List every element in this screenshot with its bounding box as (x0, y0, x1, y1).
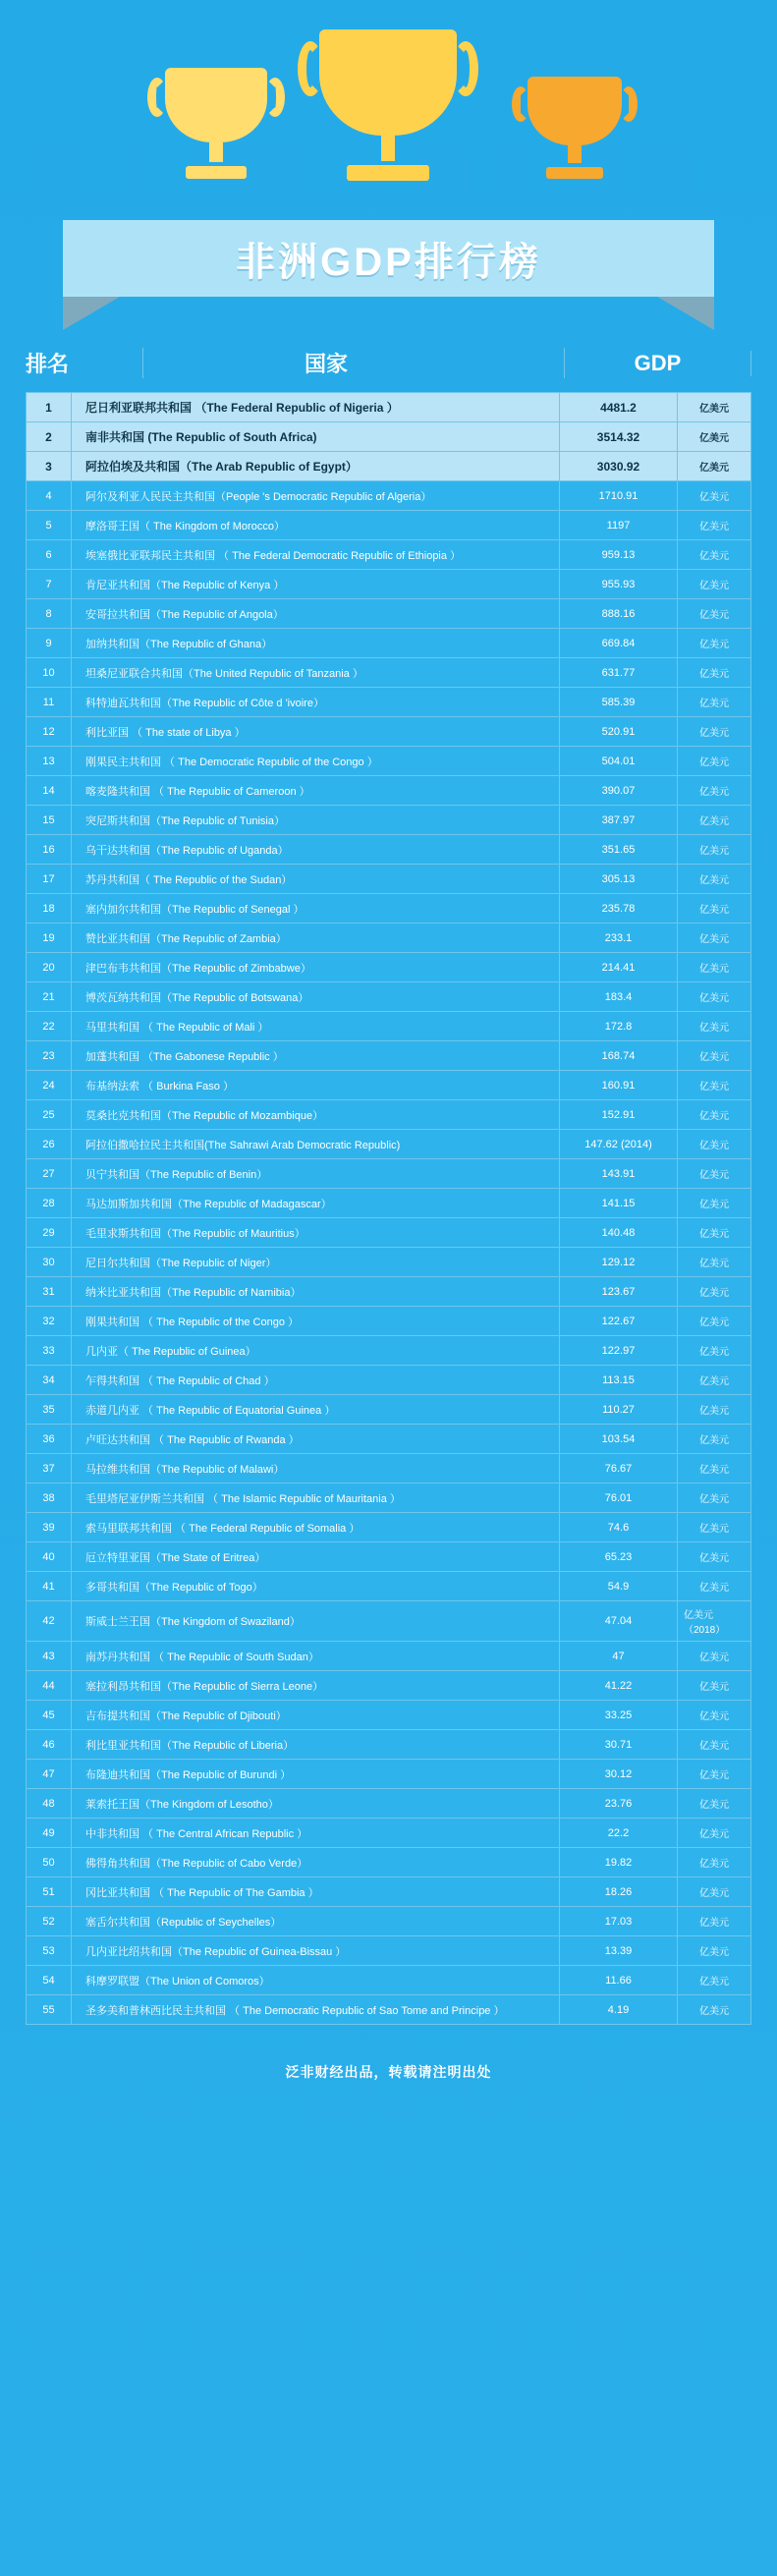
cell-country: 马达加斯加共和国（The Republic of Madagascar） (72, 1189, 560, 1217)
cell-rank: 12 (27, 717, 72, 746)
cell-unit: 亿美元 (699, 404, 729, 415)
cell-country: 摩洛哥王国（ The Kingdom of Morocco） (72, 511, 560, 539)
cell-rank: 43 (27, 1642, 72, 1670)
cell-rank: 40 (27, 1542, 72, 1571)
cell-gdp: 955.93 (560, 570, 678, 598)
table-row (27, 1572, 750, 1601)
cell-gdp: 147.62 (2014) (560, 1130, 678, 1158)
cell-rank: 36 (27, 1425, 72, 1453)
cell-country: 塞舌尔共和国（Republic of Seychelles） (72, 1907, 560, 1935)
cell-country: 冈比亚共和国 （ The Republic of The Gambia ） (72, 1877, 560, 1906)
table-row (27, 481, 750, 511)
cell-rank: 8 (27, 599, 72, 628)
table-row (27, 1642, 750, 1671)
cell-unit: 亿美元 (699, 1111, 729, 1122)
cell-rank: 38 (27, 1484, 72, 1512)
cell-country: 赤道几内亚 （ The Republic of Equatorial Guinea ） (72, 1395, 560, 1424)
cell-rank: 4 (27, 481, 72, 510)
cell-country: 乍得共和国 （ The Republic of Chad ） (72, 1366, 560, 1394)
cell-unit: 亿美元 (699, 1259, 729, 1269)
cell-country: 肯尼亚共和国（The Republic of Kenya ） (72, 570, 560, 598)
ribbon-tail-left (63, 297, 120, 330)
cell-unit: 亿美元 (699, 1494, 729, 1505)
ribbon-tail-right (657, 297, 714, 330)
cell-unit: 亿美元 (699, 1918, 729, 1929)
cell-gdp: 141.15 (560, 1189, 678, 1217)
cell-gdp: 959.13 (560, 540, 678, 569)
cell-rank: 44 (27, 1671, 72, 1700)
cell-gdp: 387.97 (560, 806, 678, 834)
cell-rank: 11 (27, 688, 72, 716)
cell-rank: 41 (27, 1572, 72, 1600)
table-row (27, 835, 750, 865)
cell-country: 厄立特里亚国（The State of Eritrea） (72, 1542, 560, 1571)
cell-unit: 亿美元 (699, 1317, 729, 1328)
cell-rank: 31 (27, 1277, 72, 1306)
cell-unit: 亿美元 (699, 1376, 729, 1387)
table-row (27, 747, 750, 776)
cell-rank: 45 (27, 1701, 72, 1729)
cell-country: 毛里塔尼亚伊斯兰共和国 （ The Islamic Republic of Mauritania ） (72, 1484, 560, 1512)
trophy-left-icon (165, 68, 267, 179)
cell-gdp: 585.39 (560, 688, 678, 716)
table-column-headers (0, 330, 777, 392)
cell-gdp: 65.23 (560, 1542, 678, 1571)
cell-unit: 亿美元 (699, 1770, 729, 1781)
table-row (27, 1189, 750, 1218)
header-rank: 排名 (26, 348, 143, 378)
trophy-right-icon (527, 77, 622, 179)
header-gdp: GDP (565, 351, 751, 376)
cell-gdp: 4.19 (560, 1995, 678, 2024)
cell-gdp: 47 (560, 1642, 678, 1670)
cell-unit: 亿美元 (699, 433, 729, 444)
cell-gdp: 1710.91 (560, 481, 678, 510)
cell-unit: 亿美元 (699, 669, 729, 680)
cell-unit: 亿美元 (699, 1947, 729, 1958)
cell-unit: 亿美元 (699, 1082, 729, 1092)
cell-unit: 亿美元 (699, 1711, 729, 1722)
cell-country: 津巴布韦共和国（The Republic of Zimbabwe） (72, 953, 560, 981)
cell-rank: 5 (27, 511, 72, 539)
cell-gdp: 140.48 (560, 1218, 678, 1247)
cell-country: 吉布提共和国（The Republic of Djibouti） (72, 1701, 560, 1729)
cell-gdp: 122.97 (560, 1336, 678, 1365)
cell-gdp: 76.01 (560, 1484, 678, 1512)
cell-country: 多哥共和国（The Republic of Togo） (72, 1572, 560, 1600)
table-row (27, 1671, 750, 1701)
cell-rank: 10 (27, 658, 72, 687)
cell-gdp: 30.71 (560, 1730, 678, 1759)
cell-gdp: 233.1 (560, 924, 678, 952)
table-row (27, 894, 750, 924)
cell-unit: 亿美元 (699, 551, 729, 562)
cell-gdp: 4481.2 (560, 393, 678, 421)
table-row (27, 1012, 750, 1041)
table-row (27, 1789, 750, 1819)
cell-rank: 52 (27, 1907, 72, 1935)
cell-country: 苏丹共和国（ The Republic of the Sudan） (72, 865, 560, 893)
table-row (27, 1730, 750, 1760)
table-row (27, 1130, 750, 1159)
table-row (27, 1425, 750, 1454)
cell-gdp: 669.84 (560, 629, 678, 657)
cell-country: 马拉维共和国（The Republic of Malawi） (72, 1454, 560, 1483)
cell-unit: 亿美元 (699, 2006, 729, 2017)
cell-country: 几内亚比绍共和国（The Republic of Guinea-Bissau ） (72, 1936, 560, 1965)
cell-rank: 25 (27, 1100, 72, 1129)
banner-body (63, 220, 714, 297)
cell-rank: 35 (27, 1395, 72, 1424)
cell-country: 赞比亚共和国（The Republic of Zambia） (72, 924, 560, 952)
cell-gdp: 390.07 (560, 776, 678, 805)
cell-country: 布基纳法索 （ Burkina Faso ） (72, 1071, 560, 1099)
cell-unit: 亿美元 (699, 1682, 729, 1693)
table-row (27, 1936, 750, 1966)
cell-rank: 21 (27, 982, 72, 1011)
cell-gdp: 129.12 (560, 1248, 678, 1276)
cell-rank: 24 (27, 1071, 72, 1099)
table-row (27, 1877, 750, 1907)
cell-unit: 亿美元 (699, 728, 729, 739)
cell-gdp: 504.01 (560, 747, 678, 775)
table-row (27, 1218, 750, 1248)
cell-gdp: 305.13 (560, 865, 678, 893)
cell-rank: 39 (27, 1513, 72, 1541)
cell-country: 尼日尔共和国（The Republic of Niger） (72, 1248, 560, 1276)
table-row (27, 1248, 750, 1277)
cell-rank: 18 (27, 894, 72, 923)
cell-country: 塞拉利昂共和国（The Republic of Sierra Leone） (72, 1671, 560, 1700)
table-row (27, 658, 750, 688)
cell-country: 圣多美和普林西比民主共和国 （ The Democratic Republic of Sao Tome and Principe ） (72, 1995, 560, 2024)
cell-unit: 亿美元 (699, 934, 729, 945)
cell-gdp: 888.16 (560, 599, 678, 628)
cell-unit: 亿美元 (699, 816, 729, 827)
cell-unit: 亿美元 (699, 522, 729, 532)
trophy-center-icon (319, 29, 457, 181)
cell-rank: 33 (27, 1336, 72, 1365)
cell-rank: 48 (27, 1789, 72, 1818)
cell-country: 埃塞俄比亚联邦民主共和国 （ The Federal Democratic Republic of Ethiopia ） (72, 540, 560, 569)
cell-gdp: 54.9 (560, 1572, 678, 1600)
cell-rank: 1 (27, 393, 72, 421)
cell-unit: 亿美元 (699, 1741, 729, 1752)
cell-unit: 亿美元 (699, 1888, 729, 1899)
cell-unit: 亿美元 (699, 1524, 729, 1535)
footer (0, 2046, 777, 2107)
cell-rank: 55 (27, 1995, 72, 2024)
cell-country: 布隆迪共和国（The Republic of Burundi ） (72, 1760, 560, 1788)
cell-gdp: 23.76 (560, 1789, 678, 1818)
cell-country: 南非共和国 (The Republic of South Africa) (72, 422, 560, 451)
cell-unit: 亿美元 (699, 1859, 729, 1870)
cell-unit: 亿美元 (699, 492, 729, 503)
table-row (27, 1995, 750, 2025)
cell-rank: 19 (27, 924, 72, 952)
cell-gdp: 103.54 (560, 1425, 678, 1453)
table-row (27, 953, 750, 982)
cell-gdp: 11.66 (560, 1966, 678, 1994)
footer-text: 泛非财经出品，转载请注明出处 (285, 2064, 492, 2080)
cell-unit: 亿美元 (699, 1052, 729, 1063)
page-title: 非洲GDP排行榜 (236, 240, 541, 284)
cell-country: 加纳共和国（The Republic of Ghana） (72, 629, 560, 657)
cell-rank: 49 (27, 1819, 72, 1847)
cell-gdp: 160.91 (560, 1071, 678, 1099)
table-row (27, 599, 750, 629)
table-row (27, 1277, 750, 1307)
cell-rank: 54 (27, 1966, 72, 1994)
cell-unit: 亿美元 (699, 787, 729, 798)
cell-gdp: 351.65 (560, 835, 678, 864)
cell-country: 南苏丹共和国 （ The Republic of South Sudan） (72, 1642, 560, 1670)
cell-unit: 亿美元 (699, 875, 729, 886)
cell-rank: 17 (27, 865, 72, 893)
cell-country: 刚果共和国 （ The Republic of the Congo ） (72, 1307, 560, 1335)
cell-country: 突尼斯共和国（The Republic of Tunisia） (72, 806, 560, 834)
cell-country: 塞内加尔共和国（The Republic of Senegal ） (72, 894, 560, 923)
cell-country: 喀麦隆共和国 （ The Republic of Cameroon ） (72, 776, 560, 805)
cell-country: 刚果民主共和国 （ The Democratic Republic of the Congo ） (72, 747, 560, 775)
cell-gdp: 74.6 (560, 1513, 678, 1541)
table-row (27, 1071, 750, 1100)
cell-country: 乌干达共和国（The Republic of Uganda） (72, 835, 560, 864)
cell-country: 莱索托王国（The Kingdom of Lesotho） (72, 1789, 560, 1818)
cell-country: 阿拉伯埃及共和国（The Arab Republic of Egypt） (72, 452, 560, 480)
cell-unit: 亿美元 (699, 905, 729, 916)
table-row (27, 1760, 750, 1789)
cell-rank: 42 (27, 1601, 72, 1641)
cell-gdp: 1197 (560, 511, 678, 539)
cell-rank: 22 (27, 1012, 72, 1040)
cell-rank: 3 (27, 452, 72, 480)
title-banner (0, 220, 777, 330)
cell-gdp: 3514.32 (560, 422, 678, 451)
cell-gdp: 30.12 (560, 1760, 678, 1788)
table-row (27, 924, 750, 953)
cell-unit: 亿美元 (699, 463, 729, 474)
cell-gdp: 122.67 (560, 1307, 678, 1335)
cell-unit: 亿美元 (699, 1553, 729, 1564)
cell-rank: 53 (27, 1936, 72, 1965)
table-row (27, 688, 750, 717)
cell-rank: 27 (27, 1159, 72, 1188)
cell-country: 斯威士兰王国（The Kingdom of Swaziland） (72, 1601, 560, 1641)
cell-unit: 亿美元 (699, 1406, 729, 1417)
cell-gdp: 13.39 (560, 1936, 678, 1965)
cell-rank: 30 (27, 1248, 72, 1276)
cell-unit: 亿美元 (699, 1652, 729, 1663)
cell-country: 利比亚国 （ The state of Libya ） (72, 717, 560, 746)
cell-unit: 亿美元 (699, 1800, 729, 1811)
cell-country: 科摩罗联盟（The Union of Comoros） (72, 1966, 560, 1994)
cell-rank: 9 (27, 629, 72, 657)
table-row (27, 982, 750, 1012)
cell-country: 毛里求斯共和国（The Republic of Mauritius） (72, 1218, 560, 1247)
cell-gdp: 520.91 (560, 717, 678, 746)
cell-gdp: 47.04 (560, 1601, 678, 1641)
cell-rank: 6 (27, 540, 72, 569)
cell-unit: 亿美元 (699, 964, 729, 975)
cell-unit: 亿美元（2018） (684, 1610, 726, 1636)
cell-unit: 亿美元 (699, 1435, 729, 1446)
cell-rank: 50 (27, 1848, 72, 1876)
cell-unit: 亿美元 (699, 1170, 729, 1181)
table-row (27, 1819, 750, 1848)
cell-rank: 16 (27, 835, 72, 864)
table-row (27, 540, 750, 570)
cell-unit: 亿美元 (699, 1200, 729, 1210)
cell-rank: 2 (27, 422, 72, 451)
cell-unit: 亿美元 (699, 1141, 729, 1151)
cell-unit: 亿美元 (699, 610, 729, 621)
cell-gdp: 123.67 (560, 1277, 678, 1306)
cell-rank: 32 (27, 1307, 72, 1335)
cell-country: 几内亚（ The Republic of Guinea） (72, 1336, 560, 1365)
cell-gdp: 214.41 (560, 953, 678, 981)
cell-rank: 20 (27, 953, 72, 981)
cell-rank: 47 (27, 1760, 72, 1788)
cell-unit: 亿美元 (699, 1829, 729, 1840)
table-row (27, 717, 750, 747)
table-row (27, 1336, 750, 1366)
cell-country: 科特迪瓦共和国（The Republic of Côte d 'ivoire） (72, 688, 560, 716)
cell-gdp: 631.77 (560, 658, 678, 687)
cell-rank: 14 (27, 776, 72, 805)
cell-gdp: 143.91 (560, 1159, 678, 1188)
cell-country: 阿拉伯撒哈拉民主共和国(The Sahrawi Arab Democratic Republic) (72, 1130, 560, 1158)
cell-rank: 13 (27, 747, 72, 775)
table-row (27, 1701, 750, 1730)
cell-gdp: 235.78 (560, 894, 678, 923)
cell-gdp: 152.91 (560, 1100, 678, 1129)
cell-rank: 28 (27, 1189, 72, 1217)
cell-country: 博茨瓦纳共和国（The Republic of Botswana） (72, 982, 560, 1011)
table-row (27, 1041, 750, 1071)
cell-unit: 亿美元 (699, 640, 729, 650)
table-row (27, 629, 750, 658)
table-row (27, 1307, 750, 1336)
cell-gdp: 183.4 (560, 982, 678, 1011)
table-row (27, 1601, 750, 1642)
cell-unit: 亿美元 (699, 1023, 729, 1034)
cell-rank: 15 (27, 806, 72, 834)
cell-rank: 29 (27, 1218, 72, 1247)
table-row (27, 570, 750, 599)
cell-rank: 7 (27, 570, 72, 598)
cell-country: 莫桑比克共和国（The Republic of Mozambique） (72, 1100, 560, 1129)
table-row (27, 1395, 750, 1425)
table-row (27, 1159, 750, 1189)
table-row (27, 393, 750, 422)
table-row (27, 1966, 750, 1995)
table-row (27, 1454, 750, 1484)
table-row (27, 776, 750, 806)
cell-rank: 34 (27, 1366, 72, 1394)
cell-rank: 46 (27, 1730, 72, 1759)
table-row (27, 806, 750, 835)
cell-unit: 亿美元 (699, 1229, 729, 1240)
header-country: 国家 (143, 348, 565, 378)
cell-gdp: 3030.92 (560, 452, 678, 480)
cell-rank: 23 (27, 1041, 72, 1070)
cell-unit: 亿美元 (699, 581, 729, 591)
table-row (27, 1100, 750, 1130)
cell-country: 贝宁共和国（The Republic of Benin） (72, 1159, 560, 1188)
table-row (27, 1484, 750, 1513)
cell-gdp: 172.8 (560, 1012, 678, 1040)
cell-country: 马里共和国 （ The Republic of Mali ） (72, 1012, 560, 1040)
cell-gdp: 17.03 (560, 1907, 678, 1935)
table-row (27, 452, 750, 481)
cell-gdp: 113.15 (560, 1366, 678, 1394)
table-row (27, 1513, 750, 1542)
cell-unit: 亿美元 (699, 699, 729, 709)
gdp-table (26, 392, 751, 2025)
cell-rank: 26 (27, 1130, 72, 1158)
cell-country: 安哥拉共和国（The Republic of Angola） (72, 599, 560, 628)
cell-unit: 亿美元 (699, 846, 729, 857)
cell-country: 纳米比亚共和国（The Republic of Namibia） (72, 1277, 560, 1306)
cell-country: 中非共和国 （ The Central African Republic ） (72, 1819, 560, 1847)
table-row (27, 1907, 750, 1936)
cell-gdp: 168.74 (560, 1041, 678, 1070)
cell-gdp: 76.67 (560, 1454, 678, 1483)
table-row (27, 422, 750, 452)
cell-country: 索马里联邦共和国 （ The Federal Republic of Somalia ） (72, 1513, 560, 1541)
trophy-illustration (0, 0, 777, 236)
cell-unit: 亿美元 (699, 757, 729, 768)
cell-country: 利比里亚共和国（The Republic of Liberia） (72, 1730, 560, 1759)
cell-unit: 亿美元 (699, 993, 729, 1004)
cell-country: 卢旺达共和国 （ The Republic of Rwanda ） (72, 1425, 560, 1453)
cell-gdp: 19.82 (560, 1848, 678, 1876)
cell-gdp: 22.2 (560, 1819, 678, 1847)
table-row (27, 1542, 750, 1572)
cell-country: 加蓬共和国 （The Gabonese Republic ） (72, 1041, 560, 1070)
cell-gdp: 110.27 (560, 1395, 678, 1424)
cell-country: 坦桑尼亚联合共和国（The United Republic of Tanzania ） (72, 658, 560, 687)
cell-gdp: 18.26 (560, 1877, 678, 1906)
table-row (27, 1848, 750, 1877)
cell-country: 阿尔及利亚人民民主共和国（People 's Democratic Republic of Algeria） (72, 481, 560, 510)
cell-country: 佛得角共和国（The Republic of Cabo Verde） (72, 1848, 560, 1876)
cell-unit: 亿美元 (699, 1288, 729, 1299)
table-row (27, 1366, 750, 1395)
cell-rank: 51 (27, 1877, 72, 1906)
cell-gdp: 33.25 (560, 1701, 678, 1729)
cell-rank: 37 (27, 1454, 72, 1483)
cell-gdp: 41.22 (560, 1671, 678, 1700)
cell-country: 尼日利亚联邦共和国 （The Federal Republic of Nigeria ） (72, 393, 560, 421)
cell-unit: 亿美元 (699, 1977, 729, 1988)
cell-unit: 亿美元 (699, 1583, 729, 1594)
table-row (27, 865, 750, 894)
table-row (27, 511, 750, 540)
cell-unit: 亿美元 (699, 1347, 729, 1358)
cell-unit: 亿美元 (699, 1465, 729, 1476)
